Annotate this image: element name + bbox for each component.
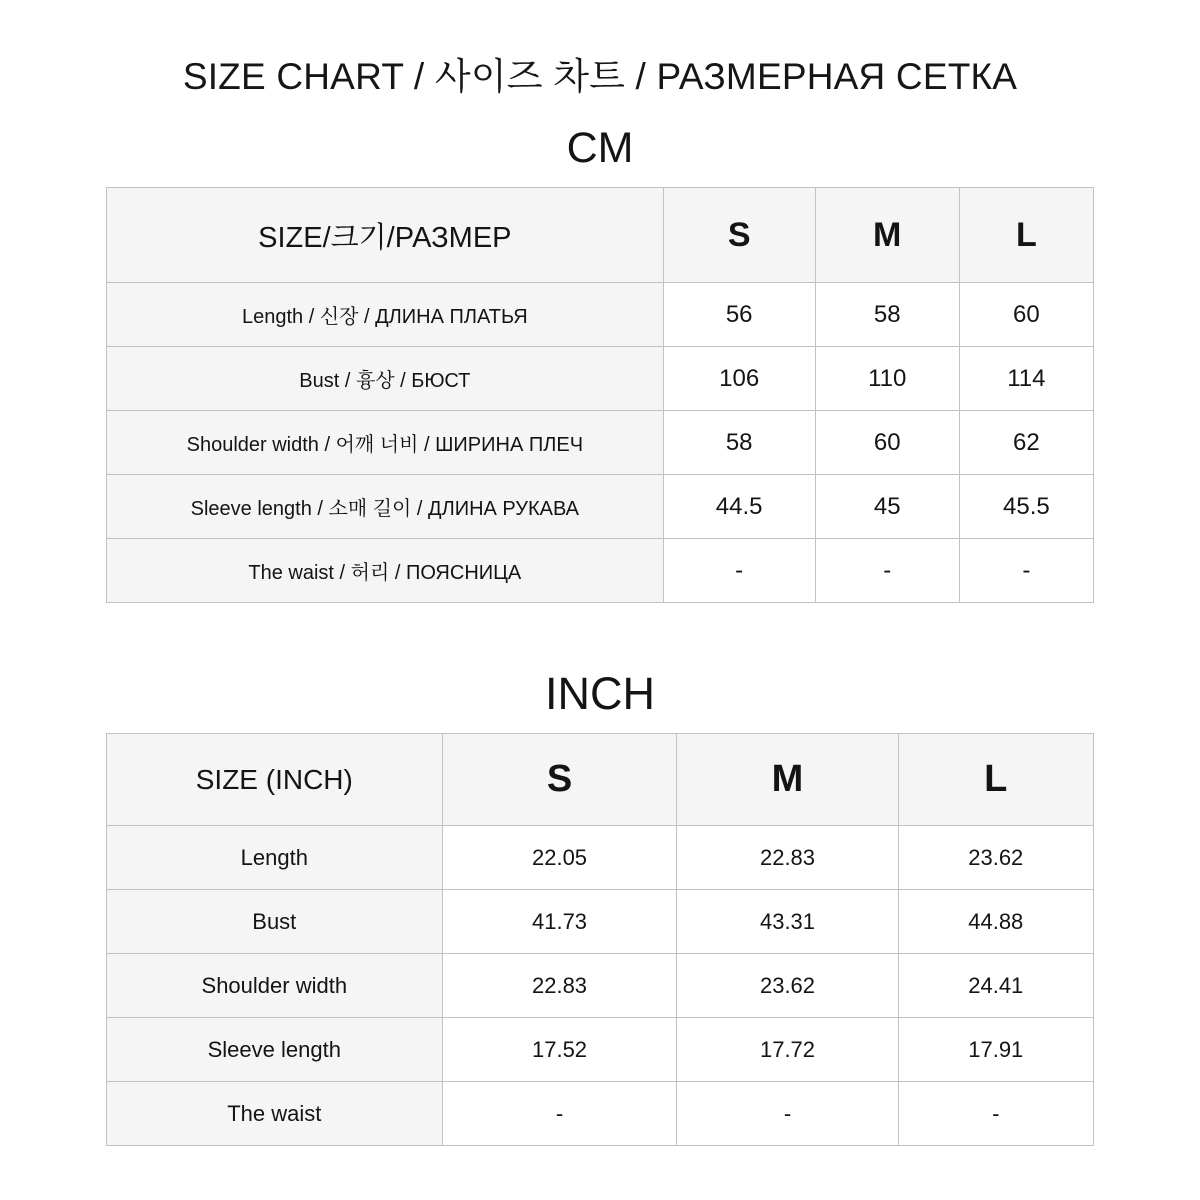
cell-value: 43.31 xyxy=(677,890,898,954)
cell-value: 44.88 xyxy=(898,890,1093,954)
cell-value: 45 xyxy=(815,475,959,539)
cell-value: 58 xyxy=(663,411,815,475)
row-label-bust: Bust xyxy=(107,890,443,954)
cm-size-l-header: L xyxy=(959,188,1093,283)
table-row xyxy=(107,347,1094,411)
cell-value: 23.62 xyxy=(898,826,1093,890)
table-row xyxy=(107,283,1094,347)
row-label-length: Length / 신장 / ДЛИНА ПЛАТЬЯ xyxy=(107,283,664,347)
cell-value: 24.41 xyxy=(898,954,1093,1018)
cell-value: 114 xyxy=(959,347,1093,411)
cell-value: - xyxy=(898,1082,1093,1146)
inch-size-m-header: M xyxy=(677,734,898,826)
row-label-the-waist: The waist xyxy=(107,1082,443,1146)
cell-value: 17.72 xyxy=(677,1018,898,1082)
cell-value: - xyxy=(815,539,959,603)
table-row xyxy=(107,539,1094,603)
row-label-length: Length xyxy=(107,826,443,890)
cell-value: 44.5 xyxy=(663,475,815,539)
inch-size-table xyxy=(106,733,1094,1146)
table-row xyxy=(107,1018,1094,1082)
cm-table-header-row xyxy=(107,188,1094,283)
row-label-shoulder-width: Shoulder width / 어깨 너비 / ШИРИНА ПЛЕЧ xyxy=(107,411,664,475)
cell-value: 110 xyxy=(815,347,959,411)
table-row xyxy=(107,1082,1094,1146)
cell-value: 56 xyxy=(663,283,815,347)
inch-size-s-header: S xyxy=(442,734,677,826)
cell-value: 106 xyxy=(663,347,815,411)
cell-value: 22.83 xyxy=(677,826,898,890)
cell-value: 45.5 xyxy=(959,475,1093,539)
row-label-sleeve-length: Sleeve length / 소매 길이 / ДЛИНА РУКАВА xyxy=(107,475,664,539)
cm-size-m-header: M xyxy=(815,188,959,283)
cell-value: 62 xyxy=(959,411,1093,475)
cell-value: - xyxy=(442,1082,677,1146)
cell-value: 23.62 xyxy=(677,954,898,1018)
table-row xyxy=(107,826,1094,890)
page-title: SIZE CHART / 사이즈 차트 / РАЗМЕРНАЯ СЕТКА xyxy=(182,56,1018,97)
inch-size-column-header: SIZE (INCH) xyxy=(107,734,443,826)
cell-value: 22.05 xyxy=(442,826,677,890)
table-row xyxy=(107,954,1094,1018)
table-row xyxy=(107,411,1094,475)
row-label-bust: Bust / 흉상 / БЮСТ xyxy=(107,347,664,411)
table-row xyxy=(107,890,1094,954)
cell-value: 60 xyxy=(815,411,959,475)
cell-value: - xyxy=(677,1082,898,1146)
cell-value: 60 xyxy=(959,283,1093,347)
cell-value: 22.83 xyxy=(442,954,677,1018)
row-label-shoulder-width: Shoulder width xyxy=(107,954,443,1018)
inch-section-heading: INCH xyxy=(545,668,655,719)
table-row xyxy=(107,475,1094,539)
inch-size-l-header: L xyxy=(898,734,1093,826)
cm-size-s-header: S xyxy=(663,188,815,283)
inch-table-header-row xyxy=(107,734,1094,826)
cm-section-heading: CM xyxy=(566,124,634,172)
cm-size-column-header: SIZE/크기/РАЗМЕР xyxy=(107,188,664,283)
cell-value: 17.91 xyxy=(898,1018,1093,1082)
cell-value: 17.52 xyxy=(442,1018,677,1082)
cell-value: - xyxy=(663,539,815,603)
cell-value: - xyxy=(959,539,1093,603)
cell-value: 58 xyxy=(815,283,959,347)
row-label-sleeve-length: Sleeve length xyxy=(107,1018,443,1082)
cell-value: 41.73 xyxy=(442,890,677,954)
cm-size-table xyxy=(106,187,1094,603)
row-label-the-waist: The waist / 허리 / ПОЯСНИЦА xyxy=(107,539,664,603)
